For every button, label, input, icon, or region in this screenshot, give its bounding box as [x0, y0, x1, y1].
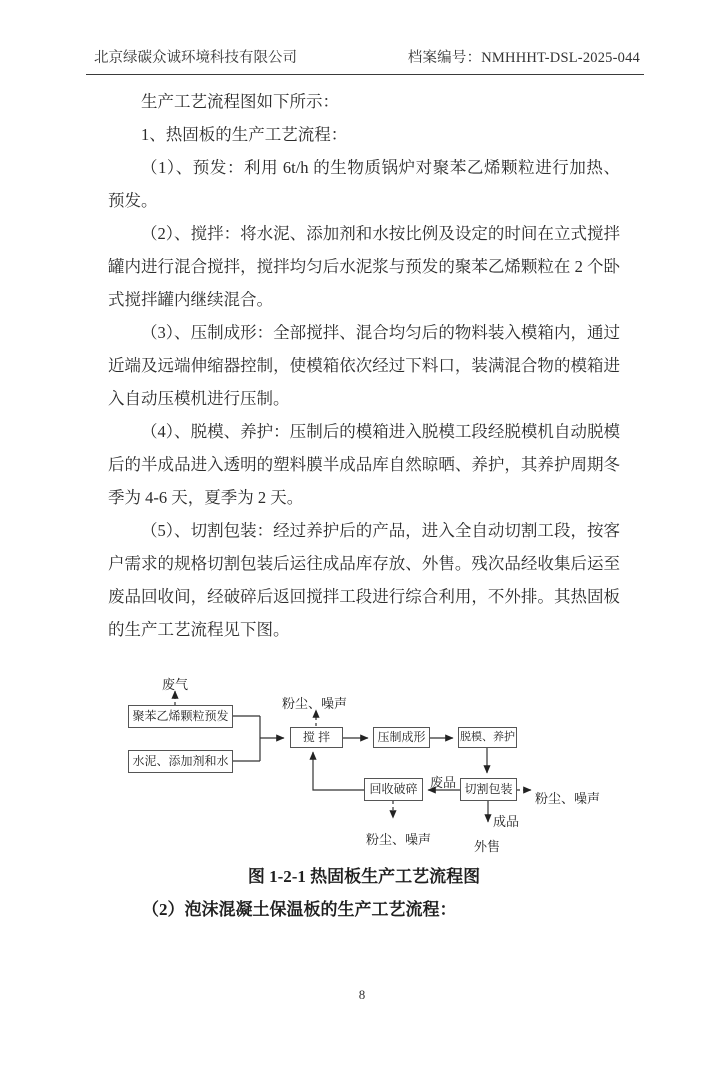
paragraph-5: （5）、切割包装：经过养护后的产品，进入全自动切割工段，按客户需求的规格切割包装后运往成品库存放、外售。残次品经收集后运至废品回收间，经破碎后返回搅拌工段进行综合利用，不外排。其热固板的生产工艺流程见下图。 [108, 521, 620, 639]
doc-number: 档案编号：NMHHHT-DSL-2025-044 [407, 50, 640, 66]
intro-line: 生产工艺流程图如下所示： [141, 92, 339, 111]
flow-box-mixing: 搅 拌 [290, 727, 343, 748]
flow-label-dust-noise-right: 粉尘、噪声 [535, 791, 601, 806]
paragraph-2: （2）、搅拌：将水泥、添加剂和水按比例及设定的时间在立式搅拌罐内进行混合搅拌，搅拌均匀后水泥浆与预发的聚苯乙烯颗粒在 2 个卧式搅拌罐内继续混合。 [108, 224, 620, 309]
section-title: 1、热固板的生产工艺流程： [141, 125, 348, 144]
flow-label-waste: 废品 [430, 775, 457, 790]
flow-box-demolding: 脱模、养护 [458, 727, 517, 748]
flow-label-dust-noise-top: 粉尘、噪声 [282, 696, 348, 711]
page-header [86, 46, 644, 75]
flow-box-recycling: 回收破碎 [364, 778, 423, 801]
figure-caption: 图 1-2-1 热固板生产工艺流程图 [247, 867, 481, 886]
flow-box-materials: 水泥、添加剂和水 [128, 750, 233, 773]
body-content [108, 85, 620, 923]
document-page [0, 46, 724, 1070]
flow-box-cutting: 切割包装 [460, 778, 517, 801]
paragraph-4: （4）、脱模、养护：压制后的模箱进入脱模工段经脱模机自动脱模后的半成品进入透明的塑料膜半成品库自然晾晒、养护，其养护周期冬季为 4-6 天，夏季为 2 天。 [108, 422, 620, 507]
next-section-heading: （2）泡沫混凝土保温板的生产工艺流程： [142, 900, 457, 919]
paragraph-3: （3）、压制成形：全部搅拌、混合均匀后的物料装入模箱内，通过近端及远端伸缩器控制，使模箱依次经过下料口，装满混合物的模箱进入自动压模机进行压制。 [108, 323, 620, 408]
flow-box-pressing: 压制成形 [373, 727, 430, 748]
flow-label-sale: 外售 [474, 839, 501, 854]
page-number: 8 [358, 987, 366, 1002]
flow-label-finished: 成品 [493, 814, 520, 829]
company-name: 北京绿碳众诚环境科技有限公司 [94, 50, 297, 66]
flow-label-dust-noise-bottom: 粉尘、噪声 [366, 832, 432, 847]
paragraph-1: （1）、预发：利用 6t/h 的生物质锅炉对聚苯乙烯颗粒进行加热、预发。 [108, 158, 620, 210]
process-flowchart [108, 660, 620, 855]
flow-label-waste-gas: 废气 [162, 677, 189, 692]
flow-box-pre-expansion: 聚苯乙烯颗粒预发 [128, 705, 233, 728]
